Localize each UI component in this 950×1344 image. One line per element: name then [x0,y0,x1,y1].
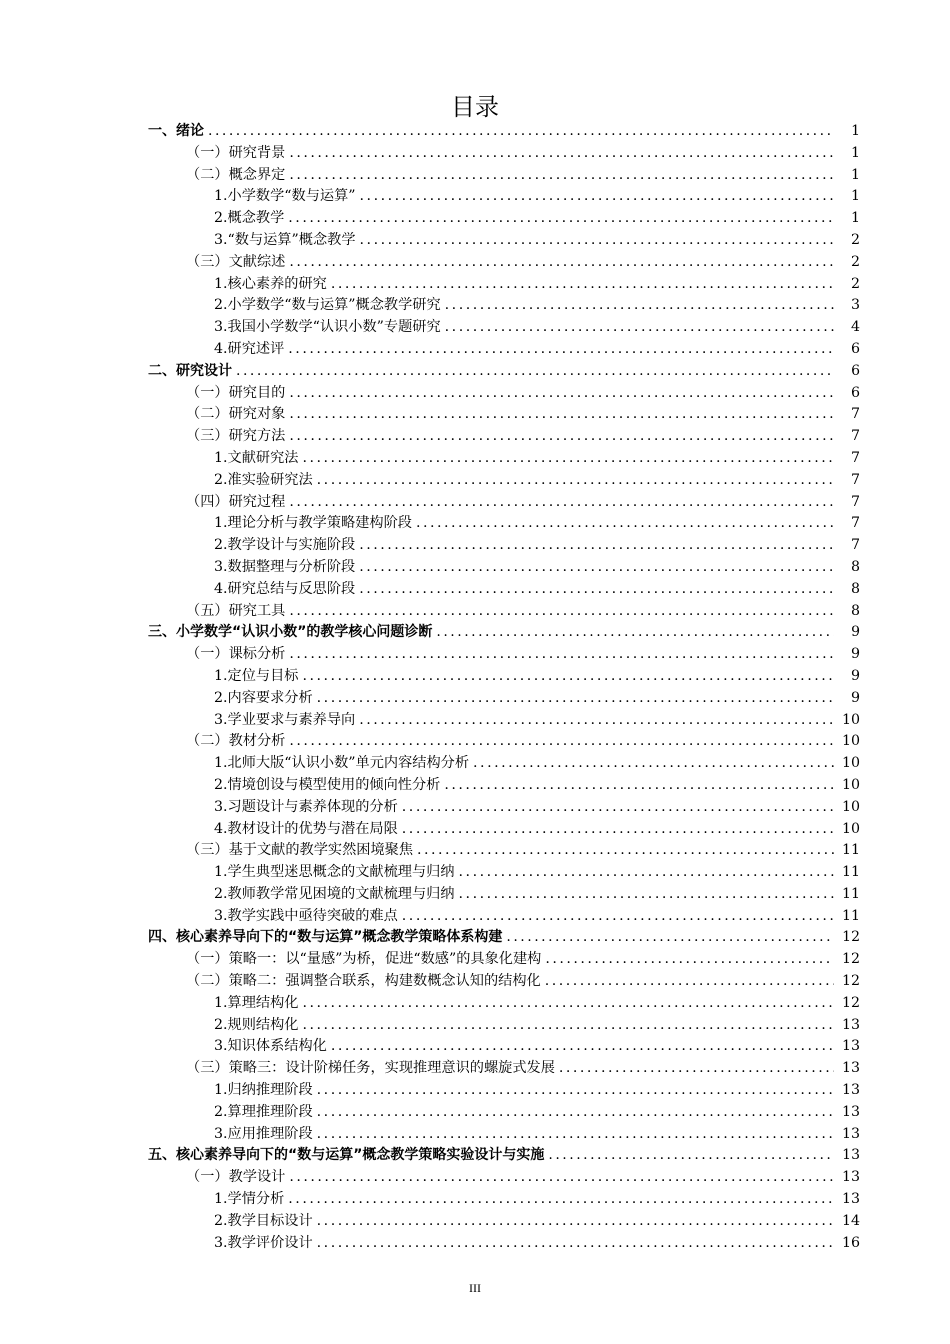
dot-leader [359,710,834,732]
toc-entry-title: （三）基于文献的教学实然困境聚焦 [186,842,414,859]
toc-entry-page: 9 [850,689,860,706]
toc-entry[interactable] [148,186,860,208]
toc-entry-title: 2.教学目标设计 [214,1212,313,1229]
toc-entry-title: 绪论 [176,123,204,139]
toc-entry-title: （二）概念界定 [186,166,286,183]
toc-entry-page: 14 [841,1212,860,1229]
toc-entry[interactable] [148,971,860,993]
toc-entry-page: 2 [850,231,860,248]
toc-entry-title: 3.“数与运算”概念教学 [214,231,356,248]
toc-entry-title: 三、小学数学“认识小数”的教学核心问题诊断 [148,624,433,641]
toc-entry-title: 研究设计 [176,362,232,379]
toc-entry-title: （二）教材分析 [186,733,286,750]
toc-entry-title: （三）文献综述 [186,253,286,270]
toc-entry-title: （三）策略三：设计阶梯任务，实现推理意识的螺旋式发展 [186,1060,555,1077]
toc-entry[interactable] [148,121,860,143]
toc-entry-page: 7 [850,406,860,423]
toc-entry[interactable] [148,1080,860,1102]
toc-entry[interactable] [148,601,860,623]
toc-entry-page: 6 [851,362,860,379]
toc-entry[interactable] [148,1145,860,1167]
toc-entry-title: （一）策略一：以“量感”为桥，促进“数感”的具象化建构 [186,951,542,968]
toc-entry-title: 3.教学实践中亟待突破的难点 [214,907,398,924]
dot-leader [360,186,834,208]
toc-entry-title: 2.准实验研究法 [214,471,313,488]
toc-entry-title: 3.习题设计与素养体现的分析 [214,798,398,815]
toc-entry-page: 9 [850,667,860,684]
toc-entry-title: 四、核心素养导向下的“数与运算”概念教学策略体系构建 [148,929,503,946]
toc-entry[interactable] [148,361,860,383]
toc-entry-page: 1 [850,166,860,183]
dot-leader [402,906,834,928]
toc-entry-page: 7 [850,537,860,554]
dot-leader [445,317,834,339]
toc-entry[interactable] [148,753,860,775]
toc-entry-title: （二）研究对象 [186,406,286,423]
toc-entry-title: 2.情境创设与模型使用的倾向性分析 [214,776,441,793]
toc-entry-title: 2.教学设计与实施阶段 [214,537,356,554]
toc-entry-title: 1.算理结构化 [214,994,299,1011]
toc-entry-page: 10 [841,776,860,793]
dot-leader [289,404,834,426]
toc-entry-title: （一）课标分析 [186,646,286,663]
dot-leader [548,1145,834,1167]
dot-leader [436,622,834,644]
toc-entry[interactable] [148,1102,860,1124]
toc-entry-page: 10 [841,733,860,750]
toc-entry-page: 6 [850,340,860,357]
dot-leader [236,361,834,383]
toc-entry-title: （一）教学设计 [186,1169,286,1186]
table-of-contents [148,121,860,1254]
dot-leader [317,1102,834,1124]
dot-leader [289,426,834,448]
toc-entry-page: 9 [851,624,860,641]
toc-entry[interactable] [148,666,860,688]
toc-entry-page: 7 [850,428,860,445]
dot-leader [331,1036,834,1058]
dot-leader [289,383,834,405]
dot-leader [289,492,834,514]
toc-entry-title: （二）策略二：强调整合联系，构建数概念认知的结构化 [186,973,541,990]
toc-entry-title: 4.教材设计的优势与潜在局限 [214,820,398,837]
toc-entry[interactable] [148,230,860,252]
toc-entry-page: 9 [850,646,860,663]
toc-entry-page: 13 [841,1082,860,1099]
dot-leader [302,448,834,470]
toc-entry[interactable] [148,557,860,579]
dot-leader [331,274,834,296]
toc-entry-page: 13 [841,1016,860,1033]
dot-leader [360,230,834,252]
toc-entry[interactable] [148,819,860,841]
dot-leader [289,143,834,165]
toc-entry-title: 1.文献研究法 [214,449,299,466]
toc-entry[interactable] [148,274,860,296]
dot-leader [317,688,834,710]
dot-leader [473,753,834,775]
toc-entry[interactable] [148,993,860,1015]
toc-entry-page: 1 [850,210,860,227]
dot-leader [208,121,834,143]
dot-leader [317,1211,834,1233]
toc-entry[interactable] [148,927,860,949]
toc-entry[interactable] [148,622,860,644]
toc-entry[interactable] [148,731,860,753]
toc-entry-title: 4.研究述评 [214,340,285,357]
toc-entry-page: 13 [841,1169,860,1186]
toc-entry-title: 1.小学数学“数与运算” [214,188,356,205]
dot-leader [416,513,834,535]
dot-leader [289,601,834,623]
toc-entry[interactable] [148,884,860,906]
toc-entry[interactable] [148,840,860,862]
dot-leader [545,949,834,971]
toc-entry[interactable] [148,797,860,819]
dot-leader [317,1233,834,1255]
toc-entry-page: 13 [841,1125,860,1142]
toc-entry[interactable] [148,252,860,274]
toc-entry-title: 3.知识体系结构化 [214,1038,327,1055]
toc-entry-title: 2.小学数学“数与运算”概念教学研究 [214,297,441,314]
dot-leader [317,1124,834,1146]
toc-entry-title: （三）研究方法 [186,428,286,445]
dot-leader [317,1080,834,1102]
toc-entry[interactable] [148,404,860,426]
dot-leader [445,295,834,317]
toc-entry-number: 一、 [148,123,176,139]
toc-entry-title: 1.定位与目标 [214,667,299,684]
dot-leader [506,927,834,949]
toc-entry-title: 3.我国小学数学“认识小数”专题研究 [214,319,441,336]
toc-entry-title: 1.学情分析 [214,1191,285,1208]
dot-leader [402,819,834,841]
toc-entry-title: 3.教学评价设计 [214,1234,313,1251]
toc-entry-title: 1.理论分析与教学策略建构阶段 [214,515,412,532]
toc-entry-title: 2.教师教学常见困境的文献梳理与归纳 [214,885,455,902]
toc-entry-number: 二、 [148,362,176,379]
toc-entry-page: 8 [850,558,860,575]
toc-entry-page: 11 [841,864,860,881]
toc-entry-title: 2.规则结构化 [214,1016,299,1033]
toc-entry[interactable] [148,448,860,470]
toc-entry-page: 8 [850,602,860,619]
dot-leader [289,1167,834,1189]
dot-leader [545,971,834,993]
dot-leader [317,470,834,492]
toc-entry-page: 3 [850,297,860,314]
toc-entry-page: 10 [841,798,860,815]
toc-entry[interactable] [148,513,860,535]
dot-leader [559,1058,834,1080]
toc-entry[interactable] [148,143,860,165]
dot-leader [302,1015,834,1037]
dot-leader [288,339,834,361]
toc-entry-page: 12 [841,994,860,1011]
toc-entry-title: 五、核心素养导向下的“数与运算”概念教学策略实验设计与实施 [148,1147,545,1164]
toc-entry-page: 6 [850,384,860,401]
toc-entry-title: 3.学业要求与素养导向 [214,711,356,728]
toc-entry[interactable] [148,1233,860,1255]
toc-entry-title: 2.内容要求分析 [214,689,313,706]
toc-entry-page: 1 [850,144,860,161]
toc-entry[interactable] [148,492,860,514]
dot-leader [288,1189,834,1211]
toc-entry-page: 13 [841,1191,860,1208]
toc-entry-title: 2.算理推理阶段 [214,1103,313,1120]
toc-entry[interactable] [148,906,860,928]
toc-entry[interactable] [148,1189,860,1211]
dot-leader [359,535,834,557]
dot-leader [402,797,834,819]
dot-leader [459,884,834,906]
toc-entry-page: 11 [841,885,860,902]
toc-entry[interactable] [148,426,860,448]
dot-leader [302,993,834,1015]
toc-entry-title: 3.数据整理与分析阶段 [214,558,356,575]
dot-leader [444,775,834,797]
page-number-footer: III [469,1281,481,1295]
toc-entry-page: 10 [841,820,860,837]
toc-entry-title: 4.研究总结与反思阶段 [214,580,356,597]
toc-entry-page: 1 [851,123,860,139]
dot-leader [359,579,834,601]
toc-entry[interactable] [148,579,860,601]
toc-entry-page: 13 [841,1103,860,1120]
toc-entry-title: 1.学生典型迷思概念的文献梳理与归纳 [214,864,455,881]
toc-entry-title: 2.概念教学 [214,210,285,227]
toc-entry[interactable] [148,688,860,710]
toc-entry-title: （一）研究背景 [186,144,286,161]
page-title: 目录 [451,93,499,121]
toc-entry[interactable] [148,317,860,339]
toc-entry[interactable] [148,1211,860,1233]
toc-entry-title: 1.归纳推理阶段 [214,1082,313,1099]
toc-entry-page: 13 [841,1038,860,1055]
toc-entry-title: （四）研究过程 [186,493,286,510]
toc-entry-page: 12 [841,973,860,990]
toc-entry-page: 12 [842,929,860,946]
toc-entry[interactable] [148,535,860,557]
toc-entry[interactable] [148,1124,860,1146]
dot-leader [289,644,834,666]
dot-leader [288,208,834,230]
toc-entry-page: 12 [841,951,860,968]
dot-leader [289,252,834,274]
dot-leader [289,731,834,753]
toc-entry-page: 11 [841,907,860,924]
toc-entry-page: 4 [850,319,860,336]
toc-entry-page: 7 [850,471,860,488]
toc-entry[interactable] [148,644,860,666]
toc-entry-page: 7 [850,493,860,510]
toc-entry-page: 2 [850,253,860,270]
toc-entry-page: 8 [850,580,860,597]
toc-entry-title: 3.应用推理阶段 [214,1125,313,1142]
toc-entry[interactable] [148,339,860,361]
toc-entry-title: （一）研究目的 [186,384,286,401]
toc-entry-page: 1 [850,188,860,205]
toc-entry[interactable] [148,949,860,971]
toc-entry-page: 13 [841,1060,860,1077]
toc-entry[interactable] [148,295,860,317]
toc-entry[interactable] [148,1015,860,1037]
dot-leader [289,165,834,187]
toc-entry[interactable] [148,775,860,797]
toc-entry-page: 10 [841,711,860,728]
toc-entry-page: 10 [841,755,860,772]
toc-entry[interactable] [148,208,860,230]
toc-entry-title: 1.核心素养的研究 [214,275,327,292]
toc-entry[interactable] [148,383,860,405]
toc-entry[interactable] [148,1167,860,1189]
dot-leader [359,557,834,579]
toc-entry[interactable] [148,1036,860,1058]
toc-entry-title: （五）研究工具 [186,602,286,619]
dot-leader [302,666,834,688]
toc-entry-page: 7 [850,449,860,466]
toc-entry[interactable] [148,862,860,884]
dot-leader [459,862,834,884]
toc-entry-title: 1.北师大版“认识小数”单元内容结构分析 [214,755,470,772]
toc-entry[interactable] [148,1058,860,1080]
toc-entry-page: 11 [841,842,860,859]
toc-entry[interactable] [148,470,860,492]
toc-entry-page: 7 [850,515,860,532]
toc-entry[interactable] [148,165,860,187]
toc-entry[interactable] [148,710,860,732]
toc-entry-page: 16 [841,1234,860,1251]
toc-entry-page: 13 [842,1147,860,1164]
toc-entry-page: 2 [850,275,860,292]
dot-leader [417,840,834,862]
